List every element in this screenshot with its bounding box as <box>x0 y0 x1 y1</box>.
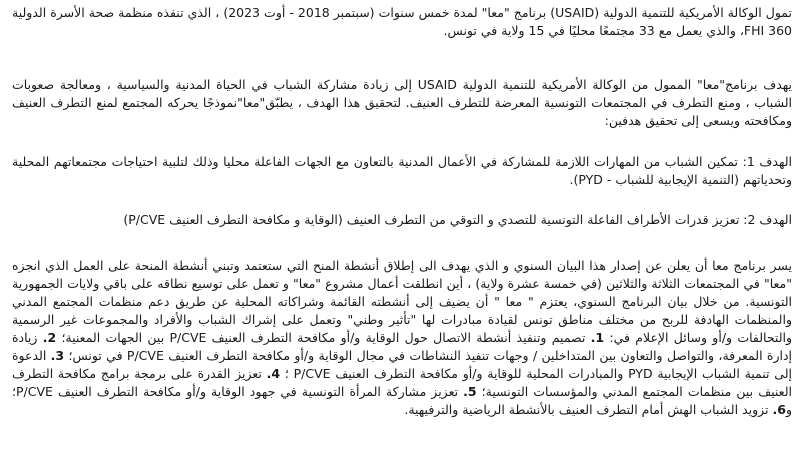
objective-2 <box>12 211 792 229</box>
item-number-3: 3. <box>50 348 65 363</box>
item-5: تعزيز مشاركة المرأة التونسية في جهود الوقاية و/أو مكافحة التطرف العنيف P/CVE؛ و <box>12 384 792 417</box>
item-number-5: 5. <box>463 384 477 399</box>
intro-paragraph: تمول الوكالة الأمريكية للتنمية الدولية (USAID) برنامج "معا" لمدة خمس سنوات (سبتمبر 2018 - أوت 2023) ، الذي تنفذه منظمة صحة الأسرة الدولية FHI 360، والذي يعمل مع 33 مجتمعًا محليًا في 15 ولاية في تونس. <box>12 5 792 38</box>
item-number-6: 6. <box>772 402 786 417</box>
objective-1-text: تمكين الشباب من المهارات اللازمة للمشاركة في الأعمال المدنية بالتعاون مع الجهات الفاعلة محليا وذلك لتلبية احتياجات مجتمعاتهم المحلية وتحدياتهم (التنمية الإيجابية للشباب - PYD). <box>12 154 792 187</box>
item-number-4: 4. <box>266 366 281 381</box>
announcement-intro: يسر برنامج معا أن يعلن عن إصدار هذا البيان السنوي و الذي يهدف الى إطلاق أنشطة المنح التي ستعتمد وتبني أنشطة المنحة على العمل الذي انجزه "معا" في المجتمعات الثلاثة والثلاثين (في خمسة عشرة ولاية) ، أين انطلقت أعمال مشروع "معا" و تعمل على توسيع نطاقه على باقي ولايات الجمهورية التونسية. من خلال بيان البرنامج السنوي، يعتزم " معا " أن يضيف إلى أنشطته القائمة وشراكاته المحلية عن طريق دعم منظمات المجتمع المدني والمنظمات الهادفة للربح من مختلف مناطق تونس لقيادة مبادرات لها "تأثير وطني" وتعمل على إشراك الشباب والأفراد والمجموعات غير الرسمية والتحالفات و/أو وسائل الإعلام في: <box>12 258 793 345</box>
goal-paragraph: يهدف برنامج"معا" الممول من الوكالة الأمريكية للتنمية الدولية USAID إلى زيادة مشاركة الشباب في الحياة المدنية والسياسية ، ومعالجة صعوبات الشباب ، ومنع التطرف في المجتمعات التونسية المعرضة للتطرف العنيف. لتحقيق هذا الهدف ، يطبّق"معا"نموذجًا يحركه المجتمع لمنع التطرف العنيف ومكافحته ويسعى إلى تحقيق هدفين: <box>12 77 792 128</box>
objective-2-text: تعزيز قدرات الأطراف الفاعلة التونسية للتصدي و التوقي من التطرف العنيف (الوقاية و مكافحة التطرف العنيف P/CVE) <box>123 212 744 227</box>
item-number-1: 1. <box>590 330 605 345</box>
item-1: تصميم وتنفيذ أنشطة الاتصال حول الوقاية و/أو مكافحة التطرف العنيف P/CVE بين الجهات المعنية؛ <box>56 330 591 345</box>
item-2: زيادة إدارة المعرفة، والتواصل والتعاون بين المتداخلين / وجهات تنفيذ النشاطات في مجال الوقاية و/أو مكافحة التطرف العنيف P/CVE في تونس؛ <box>12 330 793 363</box>
objective-2-label: الهدف 2: <box>743 212 792 227</box>
announcement-paragraph <box>12 257 792 419</box>
item-4: تعزيز القدرة على برمجة برامج مكافحة التطرف العنيف بين منظمات المجتمع المدني والمؤسسات التونسية؛ <box>12 366 792 399</box>
item-6: تزويد الشباب الهش أمام التطرف العنيف بالأنشطة الرياضية والترفيهية. <box>404 402 773 417</box>
item-number-2: 2. <box>42 330 57 345</box>
objective-1 <box>12 153 792 189</box>
item-3: الدعوة إلى تنمية الشباب الإيجابية PYD والمبادرات المحلية للوقاية و/أو مكافحة التطرف العنيف P/CVE ؛ <box>12 348 792 381</box>
objective-1-label: الهدف 1: <box>742 154 792 169</box>
